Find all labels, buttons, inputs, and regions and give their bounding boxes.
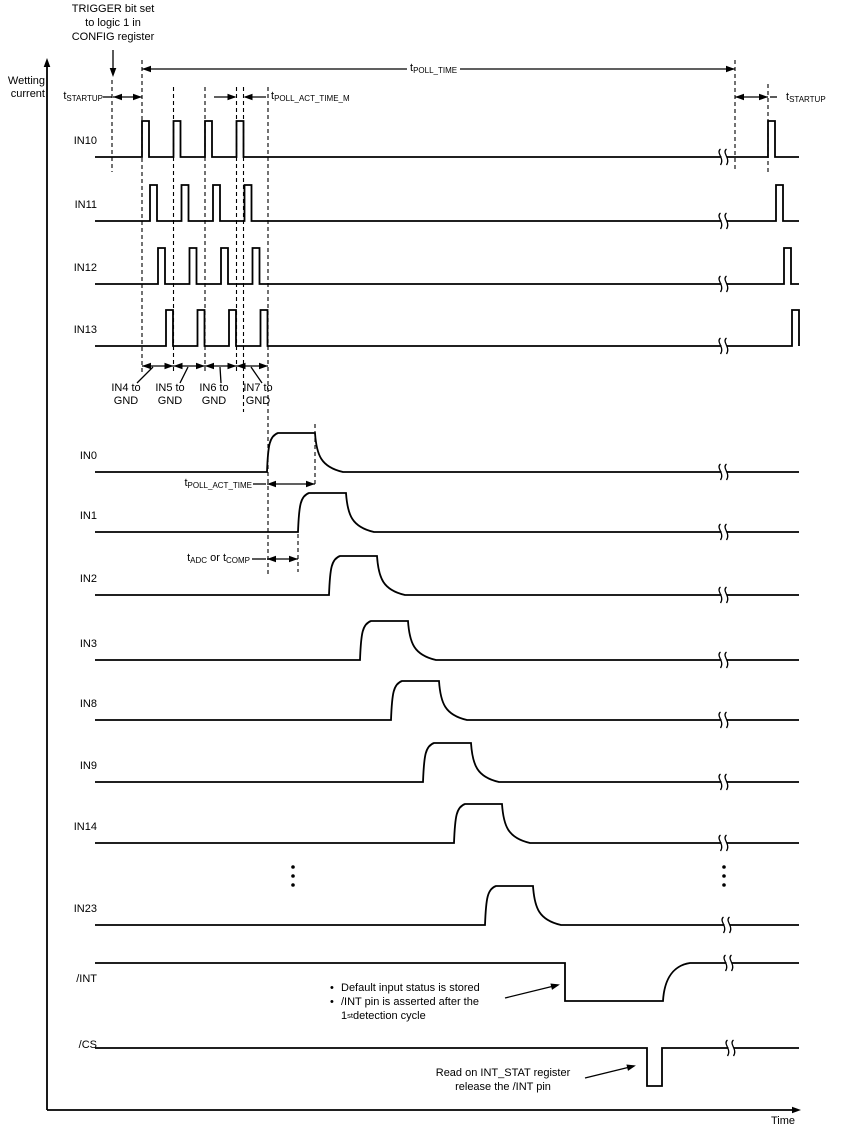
dim-t-startup-left-right-arrowhead (133, 94, 142, 101)
cs-note-line2: release the /INT pin (455, 1081, 551, 1093)
dim-t-poll-act-time-m-left-arrowhead (244, 94, 253, 101)
signal-label-in13: IN13 (73, 324, 97, 336)
signal-label-in11: IN11 (74, 199, 97, 211)
waveform-in11 (95, 185, 799, 221)
ellipsis-dots-right (722, 883, 726, 887)
t-poll-act-time-m-label: $t_{POLL\_ACT\_TIME\_M}$ (271, 90, 350, 103)
waveform-in9 (95, 743, 799, 782)
dim-in5-gnd-left-arrowhead (174, 363, 183, 370)
signal-label-in23: IN23 (73, 903, 97, 915)
dim-in7-gnd-right-arrowhead (259, 363, 268, 370)
leader-line (220, 367, 221, 383)
trigger-note-line3: CONFIG register (71, 31, 155, 43)
dim-in4-gnd-left-arrowhead (142, 363, 151, 370)
y-axis-arrowhead (44, 58, 51, 67)
dim-t-poll-act-time-right-arrowhead (306, 481, 315, 488)
x-axis-arrowhead (792, 1107, 801, 1114)
dim-in6-gnd-left-arrowhead (205, 363, 214, 370)
int-note-line2: • /INT pin is asserted after the (330, 996, 479, 1008)
waveform-in10 (95, 121, 799, 157)
dim-in7-gnd-left-arrowhead (237, 363, 246, 370)
gnd-label-in5: IN5 to GND (155, 382, 185, 407)
signal-label-in9: IN9 (79, 760, 97, 772)
waveform-in1 (95, 493, 799, 532)
ellipsis-dots-left (291, 883, 295, 887)
waveform-in14 (95, 804, 799, 843)
trigger-note-line2: to logic 1 in (85, 17, 141, 29)
y-axis-label-line1: Wetting (7, 75, 45, 87)
signal-label-in14: IN14 (73, 821, 97, 833)
signal-label-in10: IN10 (73, 135, 97, 147)
signal-label-in8: IN8 (79, 698, 97, 710)
ellipsis-dots-left (291, 874, 295, 878)
int-note-arrow-arrowhead (550, 984, 560, 990)
t-startup-right-label: $t_{STARTUP}$ (786, 91, 826, 104)
dim-t-startup-right-left-arrowhead (735, 94, 744, 101)
cs-note (427, 1066, 579, 1094)
leader-line (180, 367, 188, 383)
gnd-label-in4: IN4 to GND (111, 382, 141, 407)
signal-label-in2: IN2 (79, 573, 97, 585)
ellipsis-dots-right (722, 865, 726, 869)
ellipsis-dots-right (722, 874, 726, 878)
dim-t-startup-left-left-arrowhead (113, 94, 122, 101)
dim-in4-gnd-right-arrowhead (165, 363, 174, 370)
cs-note-arrow-arrowhead (626, 1065, 636, 1071)
waveform-in8 (95, 681, 799, 720)
trigger-note (48, 2, 178, 44)
y-axis-label (0, 75, 45, 101)
ellipsis-dots-left (291, 865, 295, 869)
dim-in6-gnd-right-arrowhead (228, 363, 237, 370)
dim-t-poll-time-right-arrowhead (726, 66, 735, 73)
int-note-arrow (505, 985, 558, 998)
dim-t-adc-right-arrowhead (289, 556, 298, 563)
signal-label-in3: IN3 (79, 638, 97, 650)
dim-t-poll-time-left-arrowhead (142, 66, 151, 73)
signal-label-in12: IN12 (73, 262, 97, 274)
leader-line (251, 367, 262, 383)
gnd-label-in6: IN6 to GND (199, 382, 229, 407)
waveform-in13 (95, 310, 799, 346)
dim-t-startup-right-right-arrowhead (759, 94, 768, 101)
waveform-in0 (95, 433, 799, 472)
cs-note-arrow (585, 1066, 634, 1078)
trigger-arrowhead (110, 68, 117, 77)
dim-in5-gnd-right-arrowhead (196, 363, 205, 370)
y-axis-label-line2: current (10, 88, 45, 100)
t-adc-or-tcomp-label: $t_{ADC}$ or $t_{COMP}$ (187, 552, 250, 565)
dim-t-poll-act-time-m-right-arrowhead (228, 94, 237, 101)
int-note-line3: 1 st detection cycle (341, 1010, 426, 1022)
cs-note-line1: Read on INT_STAT register (435, 1067, 571, 1079)
int-note (330, 981, 480, 1023)
signal-label-cs: /CS (78, 1039, 97, 1051)
signal-label-int: /INT (76, 973, 97, 985)
trigger-note-line1: TRIGGER bit set (71, 3, 155, 15)
x-axis-label: Time (771, 1115, 796, 1127)
leader-line (137, 367, 153, 383)
t-poll-time-label: $t_{POLL\_TIME}$ (407, 62, 460, 77)
t-poll-act-time-label: $t_{POLL\_ACT\_TIME}$ (184, 477, 252, 490)
waveform-in12 (95, 248, 799, 284)
int-note-line1: • Default input status is stored (330, 982, 480, 994)
t-startup-left-label: $t_{STARTUP}$ (63, 90, 103, 103)
waveform-in3 (95, 621, 799, 660)
gnd-label-in7: IN7 to GND (243, 382, 273, 407)
signal-label-in0: IN0 (79, 450, 97, 462)
signal-label-in1: IN1 (79, 510, 97, 522)
waveform-in23 (95, 886, 799, 925)
